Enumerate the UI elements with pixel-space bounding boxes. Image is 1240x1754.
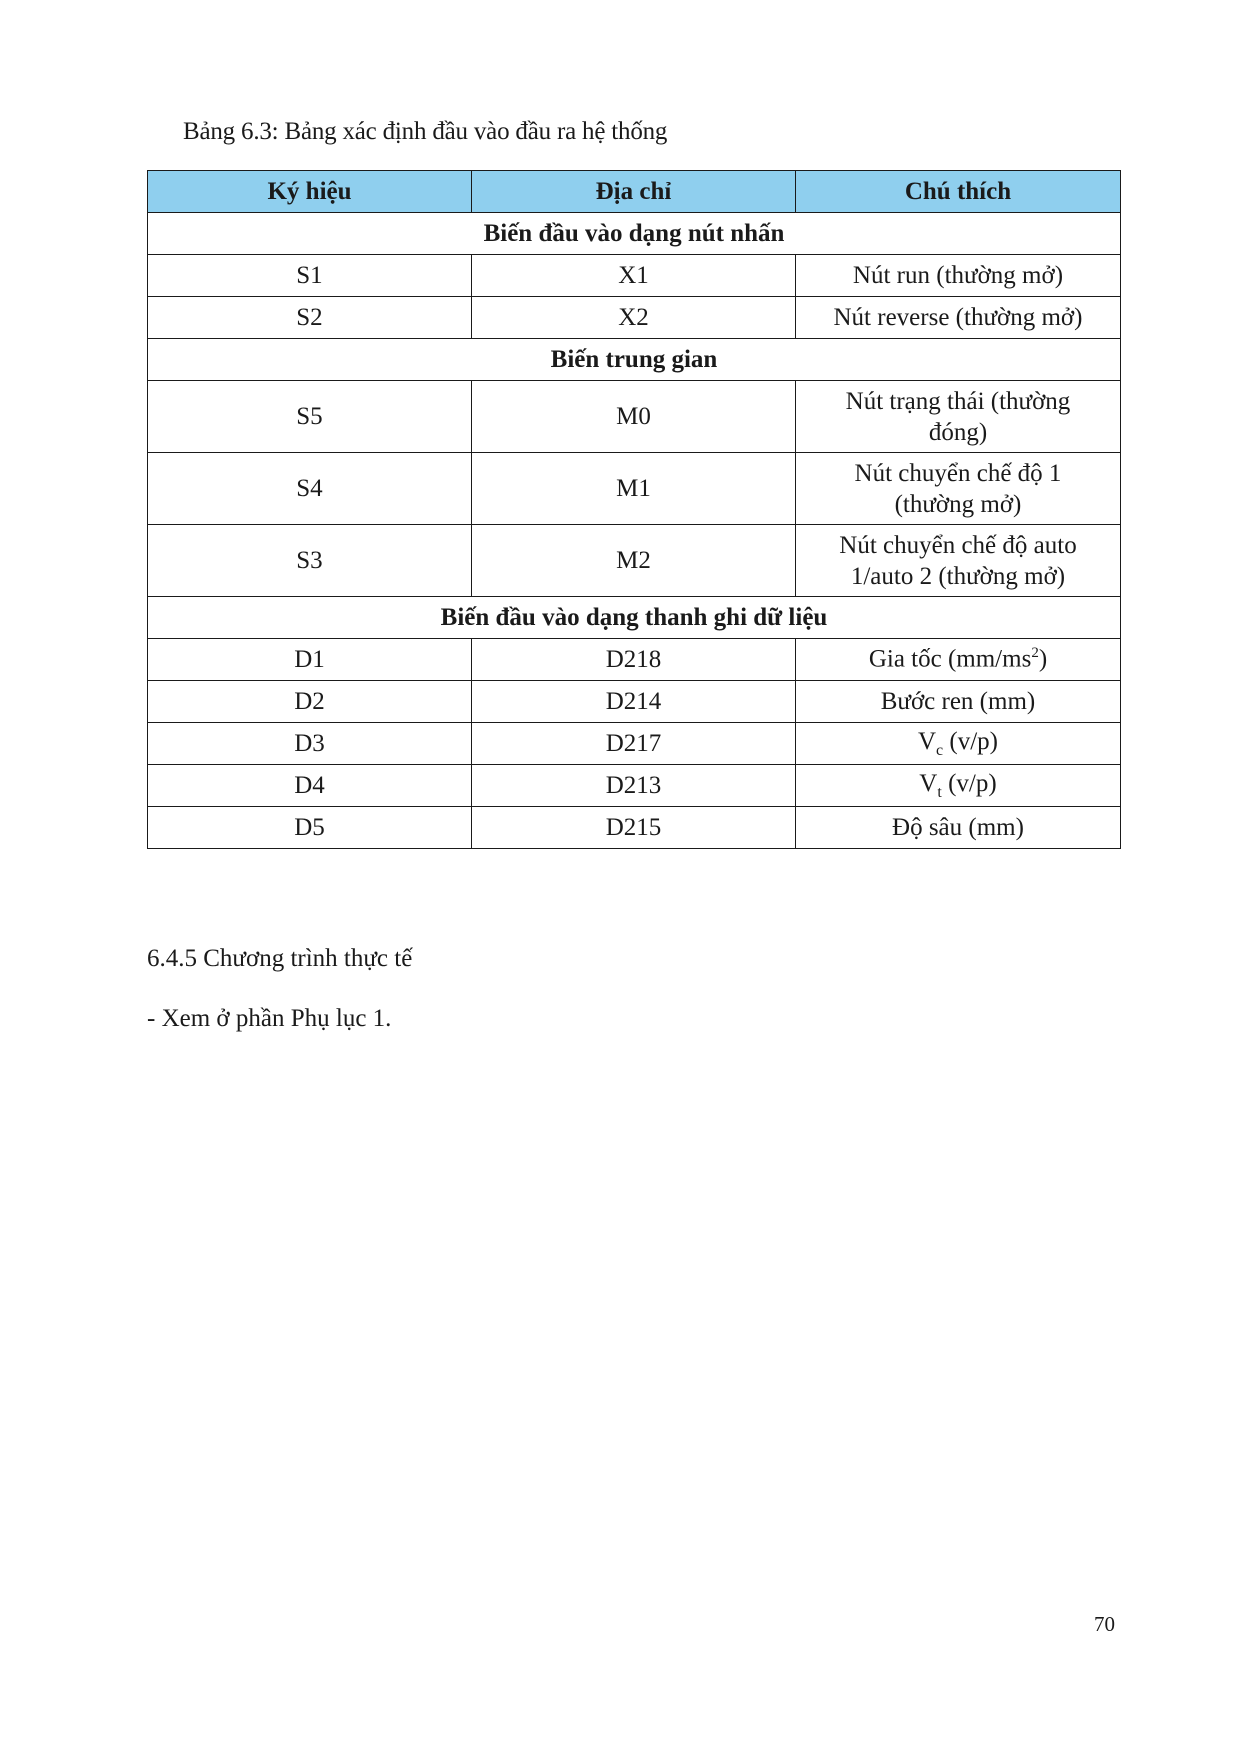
- note-subscript: t: [937, 783, 942, 801]
- table-row: [148, 723, 1121, 765]
- table-row: [148, 297, 1121, 339]
- note-subscript: c: [936, 741, 944, 759]
- bullet-text: - Xem ở phần Phụ lục 1.: [147, 1005, 392, 1032]
- section-row: [148, 339, 1121, 381]
- header-address: Địa chỉ: [471, 171, 795, 213]
- cell-symbol: D1: [148, 639, 472, 681]
- cell-note: [795, 765, 1120, 807]
- cell-note: Nút run (thường mở): [795, 255, 1120, 297]
- cell-address: D218: [471, 639, 795, 681]
- cell-symbol: S2: [148, 297, 472, 339]
- cell-note: [795, 453, 1120, 525]
- table-header-row: [148, 171, 1121, 213]
- cell-symbol: D4: [148, 765, 472, 807]
- cell-address: D217: [471, 723, 795, 765]
- cell-address: D214: [471, 681, 795, 723]
- cell-note: [795, 525, 1120, 597]
- cell-address: X2: [471, 297, 795, 339]
- section-title: Biến đầu vào dạng nút nhấn: [148, 213, 1121, 255]
- cell-address: D213: [471, 765, 795, 807]
- cell-note: [795, 381, 1120, 453]
- note-superscript: 2: [1031, 645, 1039, 662]
- section-heading: 6.4.5 Chương trình thực tế: [147, 945, 413, 972]
- note-text: Nút trạng thái (thường đóng): [845, 387, 1071, 446]
- cell-address: X1: [471, 255, 795, 297]
- header-note: Chú thích: [795, 171, 1120, 213]
- section-title: Biến đầu vào dạng thanh ghi dữ liệu: [148, 597, 1121, 639]
- cell-symbol: D5: [148, 807, 472, 849]
- page-number: 70: [1094, 1612, 1115, 1636]
- note-text: Nút chuyển chế độ 1 (thường mở): [854, 459, 1062, 518]
- cell-address: M1: [471, 453, 795, 525]
- section-title: Biến trung gian: [148, 339, 1121, 381]
- note-text: V: [919, 769, 938, 797]
- note-tail: ): [1038, 645, 1048, 673]
- cell-note: Độ sâu (mm): [795, 807, 1120, 849]
- table-row: [148, 525, 1121, 597]
- table-row: [148, 639, 1121, 681]
- cell-address: D215: [471, 807, 795, 849]
- table-row: [148, 807, 1121, 849]
- note-tail: (v/p): [941, 769, 997, 797]
- table-caption: Bảng 6.3: Bảng xác định đầu vào đầu ra hệ thống: [183, 118, 668, 145]
- cell-note: [795, 723, 1120, 765]
- cell-note: Nút reverse (thường mở): [795, 297, 1120, 339]
- table-row: [148, 381, 1121, 453]
- cell-note: Bước ren (mm): [795, 681, 1120, 723]
- section-row: [148, 597, 1121, 639]
- table-row: [148, 681, 1121, 723]
- cell-symbol: D3: [148, 723, 472, 765]
- cell-symbol: S5: [148, 381, 472, 453]
- cell-symbol: S3: [148, 525, 472, 597]
- cell-symbol: S1: [148, 255, 472, 297]
- cell-address: M2: [471, 525, 795, 597]
- cell-note: [795, 639, 1120, 681]
- table-row: [148, 453, 1121, 525]
- note-text: V: [917, 727, 937, 755]
- section-row: [148, 213, 1121, 255]
- cell-symbol: S4: [148, 453, 472, 525]
- cell-address: M0: [471, 381, 795, 453]
- note-text: Nút chuyển chế độ auto 1/auto 2 (thường mở): [839, 531, 1077, 590]
- header-symbol: Ký hiệu: [148, 171, 472, 213]
- table-row: [148, 255, 1121, 297]
- note-tail: (v/p): [943, 727, 998, 755]
- table-row: [148, 765, 1121, 807]
- note-text: Gia tốc (mm/ms: [868, 645, 1032, 673]
- io-table: [147, 170, 1121, 849]
- cell-symbol: D2: [148, 681, 472, 723]
